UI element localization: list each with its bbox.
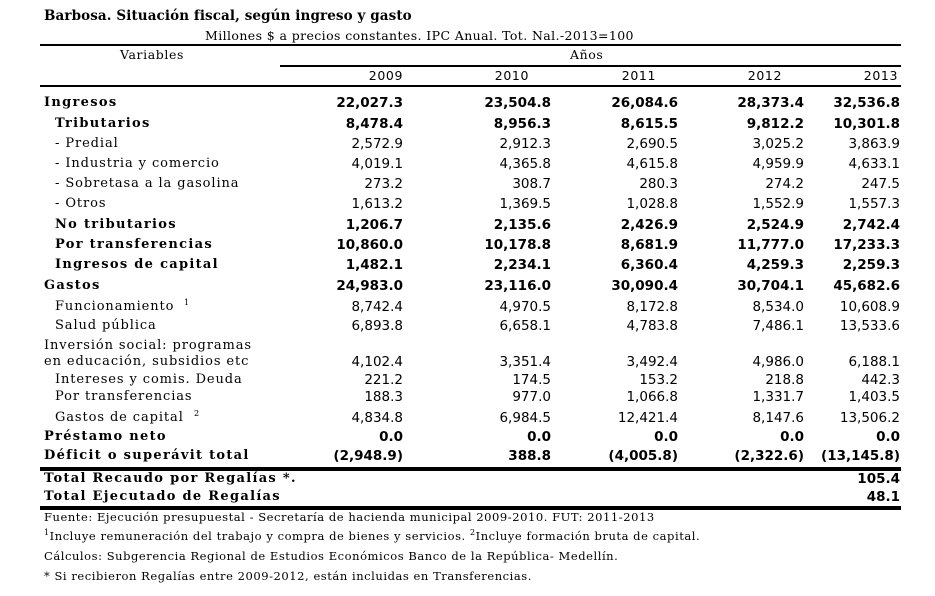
- cell-2011: 8,681.9: [620, 237, 678, 253]
- table-row-gastos-por-transferencias: [0, 389, 935, 409]
- cell-2009: 4,102.4: [351, 354, 403, 370]
- cell-2009: 188.3: [364, 389, 403, 405]
- table-row-ingresos: [0, 95, 935, 115]
- header-bottom-rule: [40, 85, 901, 87]
- table-row-sobretasa-gasolina: [0, 176, 935, 196]
- footnote-1-mark: 1: [44, 528, 50, 537]
- cell-2013: 442.3: [861, 372, 900, 388]
- cell-2009: 221.2: [364, 372, 403, 388]
- cell-2012: 0.0: [780, 429, 804, 445]
- cell-2012: (2,322.6): [734, 448, 804, 464]
- cell-2013: 247.5: [861, 176, 900, 192]
- cell-2010: 2,135.6: [493, 217, 551, 233]
- table-row-inversion-social: [0, 354, 935, 374]
- cell-2013: (13,145.8): [821, 448, 900, 464]
- cell-2013: 13,506.2: [839, 410, 900, 426]
- cell-2011: 8,172.8: [626, 299, 678, 315]
- cell-2013: 2,259.3: [842, 257, 900, 273]
- cell-2010: 1,369.5: [499, 196, 551, 212]
- regalias-recaudo-value: 105.4: [857, 471, 900, 487]
- row-label: Inversión social: programas: [44, 338, 252, 353]
- cell-2013: 13,533.6: [839, 318, 900, 334]
- cell-2010: 4,970.5: [499, 299, 551, 315]
- row-label: Tributarios: [55, 116, 151, 131]
- cell-2013: 6,188.1: [848, 354, 900, 370]
- year-header-2013: 2013: [863, 68, 898, 83]
- cell-2013: 10,301.8: [833, 116, 900, 132]
- cell-2012: 4,986.0: [752, 354, 804, 370]
- cell-2009: 2,572.9: [351, 136, 403, 152]
- row-label: Déficit o superávit total: [44, 448, 250, 463]
- row-label: Ingresos de capital: [55, 257, 219, 272]
- cell-2009: (2,948.9): [333, 448, 403, 464]
- cell-2011: 6,360.4: [620, 257, 678, 273]
- cell-2009: 22,027.3: [336, 95, 403, 111]
- cell-2009: 4,019.1: [351, 156, 403, 172]
- cell-2011: 280.3: [639, 176, 678, 192]
- cell-2012: 11,777.0: [737, 237, 804, 253]
- regalias-recaudo-label: Total Recaudo por Regalías *.: [44, 471, 297, 486]
- cell-2012: 28,373.4: [737, 95, 804, 111]
- footnote-2-text: Incluye formación bruta de capital.: [475, 529, 701, 543]
- cell-2013: 17,233.3: [833, 237, 900, 253]
- cell-2013: 45,682.6: [833, 278, 900, 294]
- table-row-ingresos-por-transferencias: [0, 237, 935, 257]
- footnote-2-mark: 2: [469, 528, 476, 537]
- cell-2013: 4,633.1: [848, 156, 900, 172]
- cell-2012: 4,959.9: [752, 156, 804, 172]
- footnote-1-text: Incluye remuneración del trabajo y compra de bienes y servicios.: [49, 529, 470, 543]
- cell-2013: 32,536.8: [833, 95, 900, 111]
- cell-2013: 0.0: [876, 429, 900, 445]
- table-row-no-tributarios: [0, 217, 935, 237]
- row-label: Gastos de capital: [55, 410, 184, 425]
- cell-2012: 3,025.2: [752, 136, 804, 152]
- footnote-definitions: [44, 529, 700, 543]
- cell-2010: 23,504.8: [484, 95, 551, 111]
- year-header-2009: 2009: [368, 68, 403, 83]
- cell-2010: 2,912.3: [499, 136, 551, 152]
- table-row-predial: [0, 136, 935, 156]
- row-label: Salud pública: [55, 318, 157, 333]
- cell-2013: 3,863.9: [848, 136, 900, 152]
- cell-2011: 0.0: [654, 429, 678, 445]
- table-row-ingresos-de-capital: [0, 257, 935, 277]
- footnote-source: Fuente: Ejecución presupuestal - Secretaría de hacienda municipal 2009-2010. FUT: 2011-2013: [44, 510, 655, 524]
- cell-2010: 8,956.3: [493, 116, 551, 132]
- table-row-deficit-superavit: [0, 448, 935, 468]
- row-label: Intereses y comis. Deuda: [55, 372, 243, 387]
- cell-2010: 308.7: [512, 176, 551, 192]
- cell-2013: 1,557.3: [848, 196, 900, 212]
- cell-2013: 1,403.5: [848, 389, 900, 405]
- cell-2010: 6,984.5: [499, 410, 551, 426]
- cell-2009: 1,206.7: [345, 217, 403, 233]
- table-row-funcionamiento: Funcionamiento 1 8,742.4 4,970.5 8,172.8 8,534.0 10,608.9: [55, 298, 900, 315]
- year-header-2010: 2010: [494, 68, 529, 83]
- table-row-gastos-de-capital: Gastos de capital 2 4,834.8 6,984.5 12,421.4 8,147.6 13,506.2: [55, 409, 900, 426]
- cell-2010: 388.8: [508, 448, 551, 464]
- cell-2012: 30,704.1: [737, 278, 804, 294]
- cell-2012: 9,812.2: [746, 116, 804, 132]
- row-label: - Otros: [55, 196, 107, 211]
- cell-2013: 2,742.4: [842, 217, 900, 233]
- row-label: Por transferencias: [55, 389, 193, 404]
- cell-2012: 218.8: [765, 372, 804, 388]
- cell-2010: 10,178.8: [484, 237, 551, 253]
- year-header-2012: 2012: [747, 68, 782, 83]
- table-row-gastos: [0, 278, 935, 298]
- cell-2011: 4,783.8: [626, 318, 678, 334]
- row-label: Gastos: [44, 278, 101, 293]
- cell-2009: 1,482.1: [345, 257, 403, 273]
- footnote-asterisk: * Si recibieron Regalías entre 2009-2012, están incluidas en Transferencias.: [44, 569, 532, 583]
- table-row-salud-publica: [0, 318, 935, 338]
- cell-2012: 1,331.7: [752, 389, 804, 405]
- cell-2012: 1,552.9: [752, 196, 804, 212]
- cell-2012: 7,486.1: [752, 318, 804, 334]
- table-subtitle: Millones $ a precios constantes. IPC Anual. Tot. Nal.-2013=100: [205, 28, 634, 43]
- regalias-row: [0, 471, 935, 491]
- top-rule: [40, 44, 901, 46]
- cell-2010: 3,351.4: [499, 354, 551, 370]
- cell-2011: 30,090.4: [611, 278, 678, 294]
- cell-2009: 4,834.8: [351, 410, 403, 426]
- years-rule: [280, 65, 901, 67]
- cell-2012: 8,147.6: [752, 410, 804, 426]
- header-years: Años: [570, 47, 604, 62]
- cell-2011: 4,615.8: [626, 156, 678, 172]
- cell-2011: 1,028.8: [626, 196, 678, 212]
- cell-2011: 8,615.5: [620, 116, 678, 132]
- row-label: - Predial: [55, 136, 119, 151]
- row-label: Ingresos: [44, 95, 118, 110]
- cell-2010: 174.5: [512, 372, 551, 388]
- cell-2010: 977.0: [512, 389, 551, 405]
- cell-2011: 26,084.6: [611, 95, 678, 111]
- cell-2009: 10,860.0: [336, 237, 403, 253]
- cell-2010: 2,234.1: [493, 257, 551, 273]
- regalias-ejecutado-value: 48.1: [866, 489, 900, 505]
- row-label: - Industria y comercio: [55, 156, 220, 171]
- cell-2011: 1,066.8: [626, 389, 678, 405]
- cell-2010: 4,365.8: [499, 156, 551, 172]
- cell-2009: 8,478.4: [345, 116, 403, 132]
- cell-2009: 1,613.2: [351, 196, 403, 212]
- regalias-ejecutado-label: Total Ejecutado de Regalías: [44, 489, 281, 504]
- footnote-calculations: Cálculos: Subgerencia Regional de Estudios Económicos Banco de la República- Medellín.: [44, 549, 619, 563]
- cell-2010: 23,116.0: [484, 278, 551, 294]
- cell-2013: 10,608.9: [839, 299, 900, 315]
- cell-2011: 2,426.9: [620, 217, 678, 233]
- cell-2012: 274.2: [765, 176, 804, 192]
- cell-2011: 153.2: [639, 372, 678, 388]
- year-header-2011: 2011: [621, 68, 656, 83]
- cell-2012: 2,524.9: [746, 217, 804, 233]
- row-label: - Sobretasa a la gasolina: [55, 176, 240, 191]
- row-label: en educación, subsidios etc: [44, 354, 250, 369]
- table-row-tributarios: [0, 116, 935, 136]
- cell-2009: 8,742.4: [351, 299, 403, 315]
- table-row-industria-comercio: [0, 156, 935, 176]
- table-row-otros: [0, 196, 935, 216]
- cell-2010: 6,658.1: [499, 318, 551, 334]
- row-label: No tributarios: [55, 217, 177, 232]
- table-title: Barbosa. Situación fiscal, según ingreso y gasto: [44, 8, 412, 24]
- cell-2012: 8,534.0: [752, 299, 804, 315]
- cell-2010: 0.0: [527, 429, 551, 445]
- table-row-prestamo-neto: [0, 429, 935, 449]
- header-variables: Variables: [120, 47, 184, 62]
- cell-2009: 0.0: [379, 429, 403, 445]
- cell-2011: (4,005.8): [608, 448, 678, 464]
- row-label: Funcionamiento: [55, 299, 175, 314]
- row-label: Por transferencias: [55, 237, 213, 252]
- row-label: Préstamo neto: [44, 429, 167, 444]
- cell-2009: 6,893.8: [351, 318, 403, 334]
- cell-2011: 12,421.4: [617, 410, 678, 426]
- cell-2009: 273.2: [364, 176, 403, 192]
- cell-2012: 4,259.3: [746, 257, 804, 273]
- cell-2011: 2,690.5: [626, 136, 678, 152]
- cell-2011: 3,492.4: [626, 354, 678, 370]
- cell-2009: 24,983.0: [336, 278, 403, 294]
